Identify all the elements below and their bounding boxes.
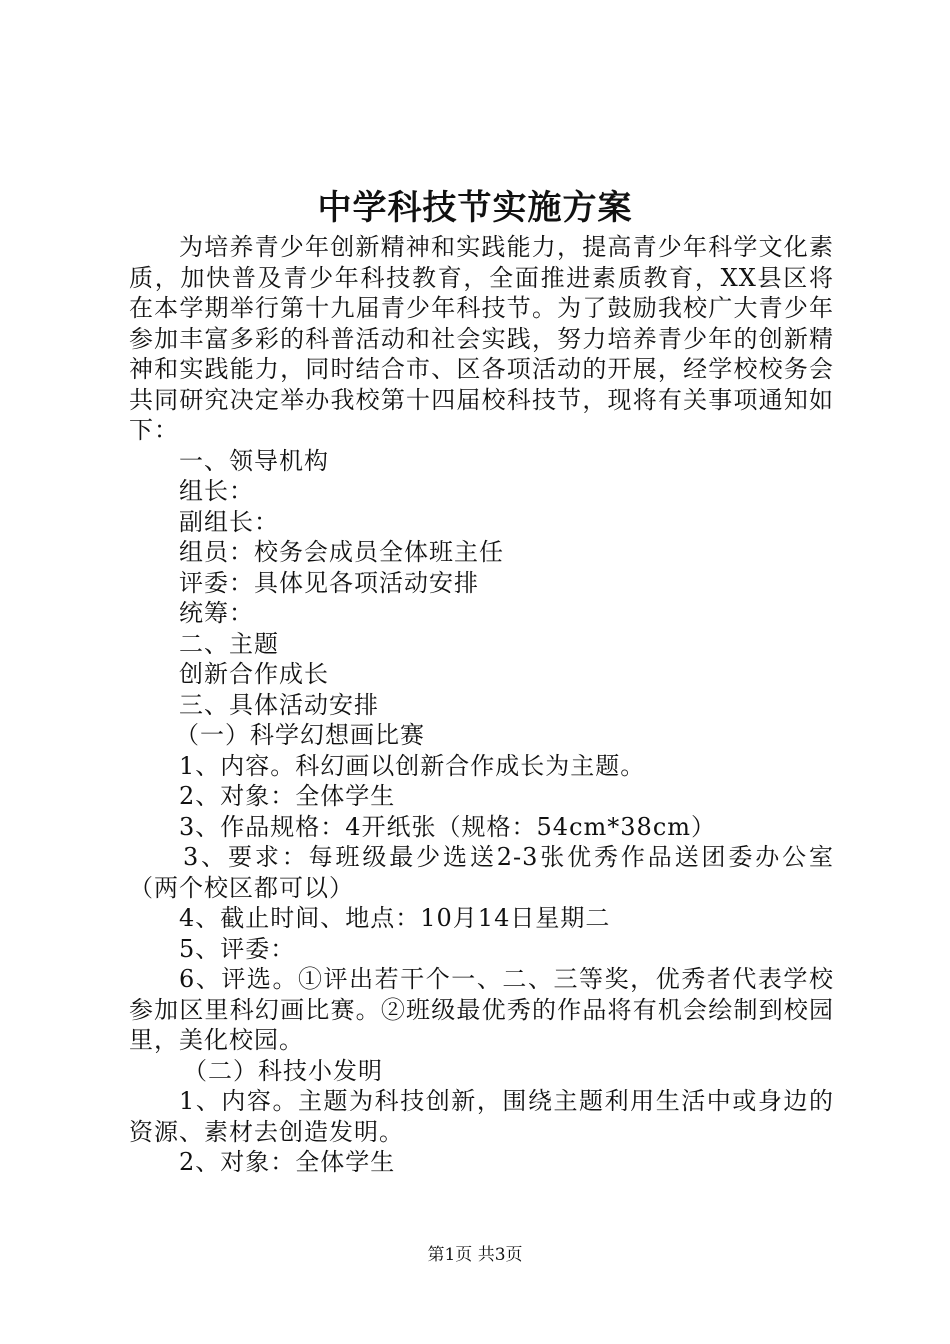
members-line: 组员：校务会成员全体班主任: [179, 538, 504, 566]
section-heading-theme: 二、主题: [179, 629, 279, 658]
list-item: 1、内容。科幻画以创新合作成长为主题。: [179, 751, 646, 780]
subsection-heading-drawing: （一）科学幻想画比赛: [175, 721, 425, 749]
list-item: 2、对象：全体学生: [179, 782, 396, 810]
page-footer: 第1页 共3页: [427, 1245, 523, 1265]
intro-paragraph: 为培养青少年创新精神和实践能力，提高青少年科学文化素质，加快普及青少年科技教育，全面推进素质教育，XX县区将在本学期举行第十九届青少年科技节。为了鼓励我校广大青少年参加丰富多彩的科普活动和社会实践，努力培养青少年的创新精神和实践能力，同时结合市、区各项活动的开展，经学校校务会共同研究决定举办我校第十四届校科技节，现将有关事项通知如下：: [129, 233, 834, 444]
list-item: 3、要求：每班级最少选送2-3张优秀作品送团委办公室（两个校区都可以）: [129, 843, 834, 902]
section-heading-activities: 三、具体活动安排: [179, 690, 379, 719]
list-item: 2、对象：全体学生: [179, 1148, 396, 1176]
leader-line: 组长：: [179, 477, 254, 505]
document-body: [129, 232, 834, 1178]
coordinator-line: 统筹：: [179, 599, 254, 627]
deputy-leader-line: 副组长：: [179, 507, 279, 536]
list-item: 3、作品规格：4开纸张（规格：54cm*38cm）: [179, 812, 717, 841]
list-item: 6、评选。①评出若干个一、二、三等奖，优秀者代表学校参加区里科幻画比赛。②班级最优秀的作品将有机会绘制到校园里，美化校园。: [129, 965, 834, 1054]
list-item: 4、截止时间、地点：10月14日星期二: [179, 904, 611, 932]
section-heading-leadership: 一、领导机构: [179, 446, 329, 475]
judges-line: 评委：具体见各项活动安排: [179, 568, 479, 597]
theme-line: 创新合作成长: [179, 660, 329, 688]
list-item: 1、内容。主题为科技创新，围绕主题利用生活中或身边的资源、素材去创造发明。: [129, 1087, 834, 1146]
list-item: 5、评委：: [179, 934, 296, 963]
subsection-heading-invention: （二）科技小发明: [183, 1056, 383, 1085]
document-title: 中学科技节实施方案: [317, 188, 633, 228]
